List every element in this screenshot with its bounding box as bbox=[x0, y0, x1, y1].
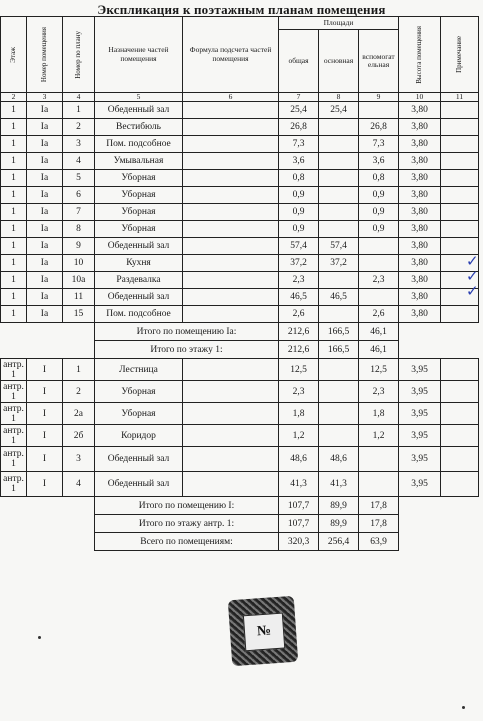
total-value: 166,5 bbox=[319, 323, 359, 341]
plan-number-cell: 9 bbox=[63, 238, 95, 255]
header-formula: Формула подсчета частей помещения bbox=[183, 17, 279, 93]
column-number-row bbox=[1, 93, 479, 102]
formula-cell bbox=[183, 359, 279, 381]
scan-speck bbox=[38, 636, 41, 639]
explication-table bbox=[0, 16, 479, 551]
room-number-cell: Ia bbox=[27, 221, 63, 238]
plan-number-cell: 2 bbox=[63, 381, 95, 403]
table-row bbox=[1, 403, 479, 425]
aux-area-cell: 0,8 bbox=[359, 170, 399, 187]
total-row bbox=[1, 533, 479, 551]
total-area-cell: 57,4 bbox=[279, 238, 319, 255]
floor-cell: 1 bbox=[1, 272, 27, 289]
height-cell: 3,80 bbox=[399, 238, 441, 255]
total-area-cell: 37,2 bbox=[279, 255, 319, 272]
plan-number-cell: 3 bbox=[63, 136, 95, 153]
table-row bbox=[1, 187, 479, 204]
room-number-cell: Ia bbox=[27, 238, 63, 255]
main-area-cell bbox=[319, 119, 359, 136]
formula-cell bbox=[183, 425, 279, 447]
main-area-cell: 41,3 bbox=[319, 472, 359, 497]
height-cell: 3,80 bbox=[399, 187, 441, 204]
plan-number-cell: 10 bbox=[63, 255, 95, 272]
formula-cell bbox=[183, 238, 279, 255]
main-area-cell bbox=[319, 170, 359, 187]
plan-number-cell: 15 bbox=[63, 306, 95, 323]
room-purpose-cell: Обеденный зал bbox=[95, 447, 183, 472]
height-cell: 3,80 bbox=[399, 119, 441, 136]
room-purpose-cell: Пом. подсобное bbox=[95, 306, 183, 323]
total-area-cell: 41,3 bbox=[279, 472, 319, 497]
column-number: 4 bbox=[63, 93, 95, 102]
room-purpose-cell: Обеденный зал bbox=[95, 238, 183, 255]
room-number-cell: Ia bbox=[27, 187, 63, 204]
formula-cell bbox=[183, 289, 279, 306]
floor1-rows bbox=[1, 102, 479, 323]
formula-cell bbox=[183, 255, 279, 272]
total-value: 107,7 bbox=[279, 515, 319, 533]
note-cell bbox=[441, 497, 479, 515]
blank-cell bbox=[1, 497, 95, 515]
room-purpose-cell: Раздевалка bbox=[95, 272, 183, 289]
room-purpose-cell: Коридор bbox=[95, 425, 183, 447]
floor-cell: 1 bbox=[1, 289, 27, 306]
table-row bbox=[1, 102, 479, 119]
room-number-cell: Ia bbox=[27, 272, 63, 289]
table-row bbox=[1, 289, 479, 306]
height-cell: 3,80 bbox=[399, 255, 441, 272]
floor-cell: 1 bbox=[1, 153, 27, 170]
formula-cell bbox=[183, 136, 279, 153]
room-purpose-cell: Кухня bbox=[95, 255, 183, 272]
height-cell: 3,95 bbox=[399, 403, 441, 425]
note-cell bbox=[441, 447, 479, 472]
aux-area-cell bbox=[359, 447, 399, 472]
total-value: 212,6 bbox=[279, 341, 319, 359]
floor-cell: 1 bbox=[1, 204, 27, 221]
plan-number-cell: 1 bbox=[63, 359, 95, 381]
formula-cell bbox=[183, 187, 279, 204]
note-cell bbox=[441, 119, 479, 136]
aux-area-cell: 7,3 bbox=[359, 136, 399, 153]
header-nomer-pomeshcheniya: Номер помещения bbox=[27, 17, 63, 93]
height-cell: 3,95 bbox=[399, 425, 441, 447]
plan-number-cell: 4 bbox=[63, 472, 95, 497]
main-area-cell bbox=[319, 187, 359, 204]
note-cell bbox=[441, 323, 479, 341]
column-number: 2 bbox=[1, 93, 27, 102]
room-number-cell: I bbox=[27, 381, 63, 403]
total-value: 17,8 bbox=[359, 515, 399, 533]
plan-number-cell: 11 bbox=[63, 289, 95, 306]
main-area-cell bbox=[319, 272, 359, 289]
column-number: 7 bbox=[279, 93, 319, 102]
total-area-cell: 48,6 bbox=[279, 447, 319, 472]
main-area-cell bbox=[319, 153, 359, 170]
total-row bbox=[1, 497, 479, 515]
room-purpose-cell: Обеденный зал bbox=[95, 472, 183, 497]
formula-cell bbox=[183, 170, 279, 187]
main-area-cell bbox=[319, 403, 359, 425]
floor1-totals bbox=[1, 323, 479, 359]
aux-area-cell: 1,8 bbox=[359, 403, 399, 425]
total-area-cell: 0,8 bbox=[279, 170, 319, 187]
plan-number-cell: 3 bbox=[63, 447, 95, 472]
note-cell bbox=[441, 515, 479, 533]
room-purpose-cell: Уборная bbox=[95, 381, 183, 403]
plan-number-cell: 2a bbox=[63, 403, 95, 425]
floor-cell: 1 bbox=[1, 255, 27, 272]
blank-cell bbox=[1, 533, 95, 551]
aux-area-cell bbox=[359, 472, 399, 497]
room-number-cell: I bbox=[27, 447, 63, 472]
total-area-cell: 2,3 bbox=[279, 272, 319, 289]
formula-cell bbox=[183, 306, 279, 323]
plan-number-cell: 4 bbox=[63, 153, 95, 170]
header-ploshchadi: Площади bbox=[279, 17, 399, 30]
table-row bbox=[1, 119, 479, 136]
table-row bbox=[1, 381, 479, 403]
main-area-cell bbox=[319, 136, 359, 153]
handwritten-checkmarks: ✓ ✓ ✓ bbox=[466, 254, 479, 300]
total-area-cell: 1,2 bbox=[279, 425, 319, 447]
total-area-cell: 1,8 bbox=[279, 403, 319, 425]
plan-number-cell: 1 bbox=[63, 102, 95, 119]
floor-cell: антр. 1 bbox=[1, 425, 27, 447]
height-cell: 3,80 bbox=[399, 153, 441, 170]
note-cell bbox=[441, 136, 479, 153]
room-purpose-cell: Умывальная bbox=[95, 153, 183, 170]
total-row bbox=[1, 323, 479, 341]
table-row bbox=[1, 425, 479, 447]
room-purpose-cell: Пом. подсобное bbox=[95, 136, 183, 153]
column-number: 10 bbox=[399, 93, 441, 102]
total-label: Итого по помещению Ia: bbox=[95, 323, 279, 341]
total-label: Итого по помещению I: bbox=[95, 497, 279, 515]
blank-cell bbox=[1, 323, 95, 341]
room-number-cell: Ia bbox=[27, 119, 63, 136]
total-value: 89,9 bbox=[319, 515, 359, 533]
floor-cell: антр. 1 bbox=[1, 447, 27, 472]
main-area-cell bbox=[319, 204, 359, 221]
total-area-cell: 26,8 bbox=[279, 119, 319, 136]
aux-area-cell: 1,2 bbox=[359, 425, 399, 447]
aux-area-cell: 2,3 bbox=[359, 381, 399, 403]
scan-speck bbox=[462, 706, 465, 709]
formula-cell bbox=[183, 102, 279, 119]
room-number-cell: Ia bbox=[27, 204, 63, 221]
room-number-cell: Ia bbox=[27, 289, 63, 306]
total-row bbox=[1, 341, 479, 359]
formula-cell bbox=[183, 153, 279, 170]
height-cell bbox=[399, 323, 441, 341]
formula-cell bbox=[183, 119, 279, 136]
header-naznachenie: Назначение частей помещения bbox=[95, 17, 183, 93]
note-cell bbox=[441, 170, 479, 187]
table-row bbox=[1, 306, 479, 323]
height-cell: 3,80 bbox=[399, 221, 441, 238]
mezzanine-totals bbox=[1, 497, 479, 551]
floor-cell: 1 bbox=[1, 119, 27, 136]
aux-area-cell: 0,9 bbox=[359, 204, 399, 221]
floor-cell: антр. 1 bbox=[1, 403, 27, 425]
main-area-cell: 48,6 bbox=[319, 447, 359, 472]
height-cell bbox=[399, 533, 441, 551]
floor-cell: 1 bbox=[1, 136, 27, 153]
blank-cell bbox=[1, 341, 95, 359]
height-cell: 3,80 bbox=[399, 289, 441, 306]
room-purpose-cell: Уборная bbox=[95, 221, 183, 238]
room-purpose-cell: Вестибюль bbox=[95, 119, 183, 136]
table-row bbox=[1, 153, 479, 170]
room-purpose-cell: Уборная bbox=[95, 187, 183, 204]
aux-area-cell: 2,3 bbox=[359, 272, 399, 289]
formula-cell bbox=[183, 272, 279, 289]
plan-number-cell: 6 bbox=[63, 187, 95, 204]
note-cell bbox=[441, 425, 479, 447]
aux-area-cell: 0,9 bbox=[359, 221, 399, 238]
floor-cell: 1 bbox=[1, 238, 27, 255]
formula-cell bbox=[183, 381, 279, 403]
height-cell: 3,95 bbox=[399, 472, 441, 497]
total-label: Итого по этажу антр. 1: bbox=[95, 515, 279, 533]
aux-area-cell bbox=[359, 255, 399, 272]
floor-cell: 1 bbox=[1, 170, 27, 187]
total-area-cell: 7,3 bbox=[279, 136, 319, 153]
table-row bbox=[1, 447, 479, 472]
total-area-cell: 0,9 bbox=[279, 204, 319, 221]
formula-cell bbox=[183, 447, 279, 472]
room-purpose-cell: Обеденный зал bbox=[95, 102, 183, 119]
room-number-cell: I bbox=[27, 425, 63, 447]
total-label: Итого по этажу 1: bbox=[95, 341, 279, 359]
plan-number-cell: 5 bbox=[63, 170, 95, 187]
total-row bbox=[1, 515, 479, 533]
total-area-cell: 0,9 bbox=[279, 187, 319, 204]
room-purpose-cell: Обеденный зал bbox=[95, 289, 183, 306]
mezzanine-rows bbox=[1, 359, 479, 497]
stamp-image bbox=[228, 596, 298, 666]
column-number: 3 bbox=[27, 93, 63, 102]
header-vspomogatelnaya: вспомогат ельная bbox=[359, 30, 399, 93]
total-value: 166,5 bbox=[319, 341, 359, 359]
room-purpose-cell: Уборная bbox=[95, 170, 183, 187]
header-obshchaya: общая bbox=[279, 30, 319, 93]
total-value: 63,9 bbox=[359, 533, 399, 551]
main-area-cell bbox=[319, 306, 359, 323]
note-cell bbox=[441, 306, 479, 323]
total-value: 256,4 bbox=[319, 533, 359, 551]
total-area-cell: 3,6 bbox=[279, 153, 319, 170]
height-cell: 3,80 bbox=[399, 306, 441, 323]
height-cell: 3,80 bbox=[399, 272, 441, 289]
header-vysota: Высота помещения bbox=[399, 17, 441, 93]
table-row bbox=[1, 359, 479, 381]
note-cell bbox=[441, 472, 479, 497]
total-area-cell: 0,9 bbox=[279, 221, 319, 238]
main-area-cell bbox=[319, 221, 359, 238]
room-purpose-cell: Лестница bbox=[95, 359, 183, 381]
room-number-cell: Ia bbox=[27, 153, 63, 170]
floor-cell: 1 bbox=[1, 306, 27, 323]
blank-cell bbox=[1, 515, 95, 533]
header-primechanie: Примечание bbox=[441, 17, 479, 93]
table-row bbox=[1, 204, 479, 221]
total-area-cell: 2,3 bbox=[279, 381, 319, 403]
header-nomer-po-planu: Номер по плану bbox=[63, 17, 95, 93]
room-purpose-cell: Уборная bbox=[95, 204, 183, 221]
total-value: 46,1 bbox=[359, 323, 399, 341]
note-cell bbox=[441, 238, 479, 255]
height-cell bbox=[399, 515, 441, 533]
note-cell bbox=[441, 153, 479, 170]
main-area-cell bbox=[319, 359, 359, 381]
aux-area-cell: 2,6 bbox=[359, 306, 399, 323]
height-cell: 3,80 bbox=[399, 102, 441, 119]
total-area-cell: 25,4 bbox=[279, 102, 319, 119]
floor-cell: антр. 1 bbox=[1, 359, 27, 381]
floor-cell: антр. 1 bbox=[1, 472, 27, 497]
floor-cell: 1 bbox=[1, 221, 27, 238]
total-value: 89,9 bbox=[319, 497, 359, 515]
table-row bbox=[1, 136, 479, 153]
room-number-cell: I bbox=[27, 472, 63, 497]
note-cell bbox=[441, 221, 479, 238]
height-cell bbox=[399, 341, 441, 359]
main-area-cell bbox=[319, 425, 359, 447]
note-cell bbox=[441, 381, 479, 403]
total-value: 46,1 bbox=[359, 341, 399, 359]
aux-area-cell: 0,9 bbox=[359, 187, 399, 204]
main-area-cell: 25,4 bbox=[319, 102, 359, 119]
aux-area-cell: 26,8 bbox=[359, 119, 399, 136]
plan-number-cell: 10a bbox=[63, 272, 95, 289]
aux-area-cell bbox=[359, 289, 399, 306]
note-cell bbox=[441, 204, 479, 221]
room-number-cell: Ia bbox=[27, 306, 63, 323]
table-row bbox=[1, 272, 479, 289]
header-etazh: Этаж bbox=[1, 17, 27, 93]
note-cell bbox=[441, 102, 479, 119]
plan-number-cell: 7 bbox=[63, 204, 95, 221]
stamp-number-sign: № bbox=[243, 613, 285, 652]
main-area-cell bbox=[319, 381, 359, 403]
room-purpose-cell: Уборная bbox=[95, 403, 183, 425]
room-number-cell: Ia bbox=[27, 170, 63, 187]
column-number: 11 bbox=[441, 93, 479, 102]
height-cell: 3,80 bbox=[399, 170, 441, 187]
main-area-cell: 37,2 bbox=[319, 255, 359, 272]
table-row bbox=[1, 472, 479, 497]
height-cell: 3,80 bbox=[399, 136, 441, 153]
table-row bbox=[1, 170, 479, 187]
column-number: 5 bbox=[95, 93, 183, 102]
column-number: 8 bbox=[319, 93, 359, 102]
total-area-cell: 46,5 bbox=[279, 289, 319, 306]
plan-number-cell: 2б bbox=[63, 425, 95, 447]
note-cell bbox=[441, 187, 479, 204]
header-osnovnaya: основная bbox=[319, 30, 359, 93]
height-cell: 3,80 bbox=[399, 204, 441, 221]
floor-cell: 1 bbox=[1, 187, 27, 204]
room-number-cell: Ia bbox=[27, 255, 63, 272]
table-row bbox=[1, 255, 479, 272]
aux-area-cell bbox=[359, 102, 399, 119]
aux-area-cell bbox=[359, 238, 399, 255]
room-number-cell: Ia bbox=[27, 136, 63, 153]
main-area-cell: 46,5 bbox=[319, 289, 359, 306]
formula-cell bbox=[183, 204, 279, 221]
formula-cell bbox=[183, 403, 279, 425]
total-value: 107,7 bbox=[279, 497, 319, 515]
note-cell bbox=[441, 533, 479, 551]
height-cell: 3,95 bbox=[399, 359, 441, 381]
formula-cell bbox=[183, 221, 279, 238]
plan-number-cell: 8 bbox=[63, 221, 95, 238]
column-number: 6 bbox=[183, 93, 279, 102]
height-cell: 3,95 bbox=[399, 381, 441, 403]
note-cell bbox=[441, 341, 479, 359]
room-number-cell: Ia bbox=[27, 102, 63, 119]
plan-number-cell: 2 bbox=[63, 119, 95, 136]
formula-cell bbox=[183, 472, 279, 497]
main-area-cell: 57,4 bbox=[319, 238, 359, 255]
room-number-cell: I bbox=[27, 403, 63, 425]
total-value: 320,3 bbox=[279, 533, 319, 551]
total-value: 212,6 bbox=[279, 323, 319, 341]
total-value: 17,8 bbox=[359, 497, 399, 515]
floor-cell: антр. 1 bbox=[1, 381, 27, 403]
total-label: Всего по помещениям: bbox=[95, 533, 279, 551]
total-area-cell: 12,5 bbox=[279, 359, 319, 381]
height-cell bbox=[399, 497, 441, 515]
room-number-cell: I bbox=[27, 359, 63, 381]
note-cell bbox=[441, 403, 479, 425]
aux-area-cell: 3,6 bbox=[359, 153, 399, 170]
page-title: Экспликация к поэтажным планам помещения bbox=[97, 2, 386, 17]
floor-cell: 1 bbox=[1, 102, 27, 119]
aux-area-cell: 12,5 bbox=[359, 359, 399, 381]
table-row bbox=[1, 221, 479, 238]
total-area-cell: 2,6 bbox=[279, 306, 319, 323]
height-cell: 3,95 bbox=[399, 447, 441, 472]
table-row bbox=[1, 238, 479, 255]
column-number: 9 bbox=[359, 93, 399, 102]
note-cell bbox=[441, 359, 479, 381]
